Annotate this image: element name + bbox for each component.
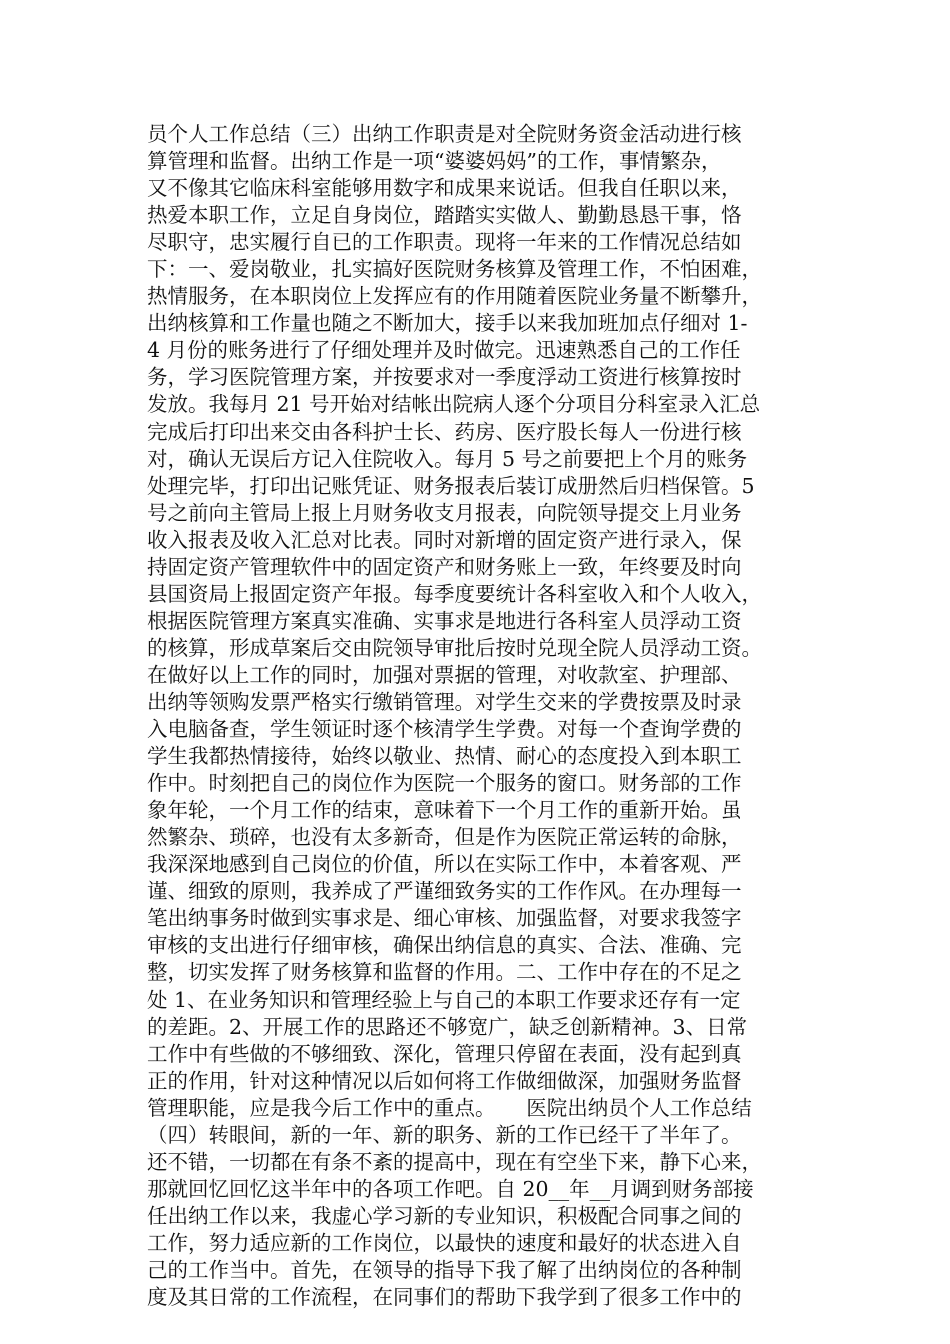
text-line: 处 1、在业务知识和管理经验上与自己的本职工作要求还存有一定 — [147, 987, 741, 1012]
text-line: 算管理和监督。出纳工作是一项“婆婆妈妈”的工作，事情繁杂， — [147, 149, 722, 174]
text-line: 学生我都热情接待，始终以敬业、热情、耐心的态度投入到本职工 — [147, 744, 742, 769]
text-line: 的核算，形成草案后交由院领导审批后按时兑现全院人员浮动工资。 — [147, 635, 762, 660]
text-line: 象年轮，一个月工作的结束，意味着下一个月工作的重新开始。虽 — [147, 798, 742, 823]
text-line: 务，学习医院管理方案，并按要求对一季度浮动工资进行核算按时 — [147, 365, 742, 390]
text-line: 工作中有些做的不够细致、深化，管理只停留在表面，没有起到真 — [147, 1041, 742, 1066]
text-line: 入电脑备查，学生领证时逐个核清学生学费。对每一个查询学费的 — [147, 717, 742, 742]
text-line: 县国资局上报固定资产年报。每季度要统计各科室收入和个人收入， — [147, 581, 762, 606]
text-line: 还不错，一切都在有条不紊的提高中，现在有空坐下来，静下心来， — [147, 1149, 762, 1174]
text-line: 然繁杂、琐碎，也没有太多新奇，但是作为医院正常运转的命脉， — [147, 825, 742, 850]
text-line: 热情服务，在本职岗位上发挥应有的作用随着医院业务量不断攀升， — [147, 284, 762, 309]
text-line: 尽职守，忠实履行自已的工作职责。现将一年来的工作情况总结如 — [147, 230, 742, 255]
text-line: 热爱本职工作，立足自身岗位，踏踏实实做人、勤勤恳恳干事，恪 — [147, 203, 742, 228]
text-line: 工作，努力适应新的工作岗位，以最快的速度和最好的状态进入自 — [147, 1230, 742, 1255]
text-line: 持固定资产管理软件中的固定资产和财务账上一致，年终要及时向 — [147, 554, 742, 579]
text-line: 完成后打印出来交由各科护士长、药房、医疗股长每人一份进行核 — [147, 419, 742, 444]
text-line: 我深深地感到自己岗位的价值，所以在实际工作中，本着客观、严 — [147, 852, 742, 877]
text-line: 审核的支出进行仔细审核，确保出纳信息的真实、合法、准确、完 — [147, 933, 742, 958]
text-line: 根据医院管理方案真实准确、实事求是地进行各科室人员浮动工资 — [147, 608, 742, 633]
text-line: 在做好以上工作的同时，加强对票据的管理，对收款室、护理部、 — [147, 662, 742, 687]
text-line: 的差距。2、开展工作的思路还不够宽广，缺乏创新精神。3、日常 — [147, 1014, 748, 1039]
text-line: 出纳核算和工作量也随之不断加大，接手以来我加班加点仔细对 1- — [147, 311, 748, 336]
text-line: （四）转眼间，新的一年、新的职务、新的工作已经干了半年了。 — [147, 1122, 742, 1147]
text-line: 任出纳工作以来，我虚心学习新的专业知识，积极配合同事之间的 — [147, 1203, 742, 1228]
text-line: 整，切实发挥了财务核算和监督的作用。二、工作中存在的不足之 — [147, 960, 742, 985]
text-line: 管理职能，应是我今后工作中的重点。 医院出纳员个人工作总结 — [147, 1095, 752, 1120]
text-line: 谨、细致的原则，我养成了严谨细致务实的工作作风。在办理每一 — [147, 879, 742, 904]
text-line: 出纳等领购发票严格实行缴销管理。对学生交来的学费按票及时录 — [147, 689, 742, 714]
text-line: 度及其日常的工作流程，在同事们的帮助下我学到了很多工作中的 — [147, 1285, 742, 1310]
body-text — [147, 121, 807, 1311]
text-line: 处理完毕，打印出记账凭证、财务报表后装订成册然后归档保管。5 — [147, 473, 755, 498]
text-line: 号之前向主管局上报上月财务收支月报表，向院领导提交上月业务 — [147, 500, 742, 525]
text-line: 下：一、爱岗敬业，扎实搞好医院财务核算及管理工作，不怕困难， — [147, 257, 762, 282]
text-line: 收入报表及收入汇总对比表。同时对新增的固定资产进行录入，保 — [147, 527, 742, 552]
text-line: 员个人工作总结（三）出纳工作职责是对全院财务资金活动进行核 — [147, 122, 742, 146]
text-line: 笔出纳事务时做到实事求是、细心审核、加强监督，对要求我签字 — [147, 906, 742, 931]
text-line: 那就回忆回忆这半年中的各项工作吧。自 20__年__月调到财务部接 — [147, 1176, 754, 1201]
text-line: 对，确认无误后方记入住院收入。每月 5 号之前要把上个月的账务 — [147, 446, 748, 471]
text-line: 正的作用，针对这种情况以后如何将工作做细做深，加强财务监督 — [147, 1068, 742, 1093]
text-line: 作中。时刻把自己的岗位作为医院一个服务的窗口。财务部的工作 — [147, 771, 742, 796]
text-line: 又不像其它临床科室能够用数字和成果来说话。但我自任职以来， — [147, 176, 742, 201]
text-line: 4 月份的账务进行了仔细处理并及时做完。迅速熟悉自己的工作任 — [147, 338, 741, 363]
text-line: 发放。我每月 21 号开始对结帐出院病人逐个分项目分科室录入汇总 — [147, 392, 761, 417]
text-line: 己的工作当中。首先，在领导的指导下我了解了出纳岗位的各种制 — [147, 1257, 742, 1282]
